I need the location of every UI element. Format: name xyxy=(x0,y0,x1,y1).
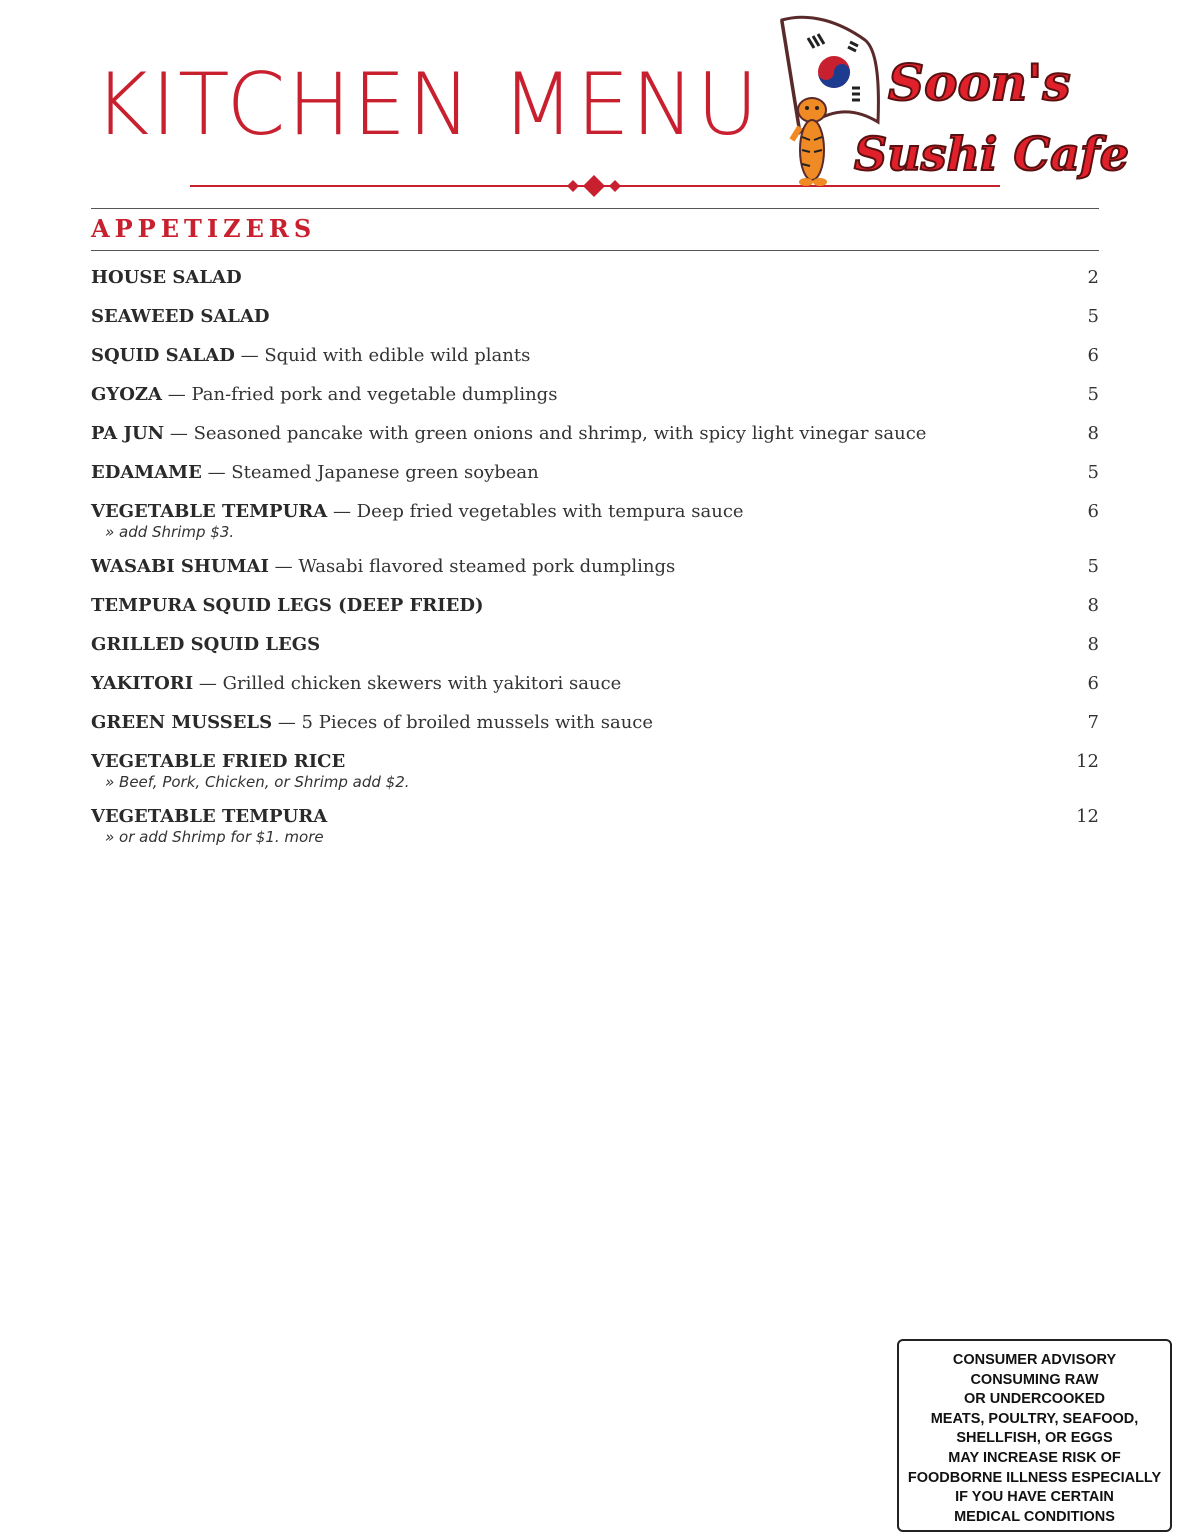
section-title: APPETIZERS xyxy=(91,214,317,243)
menu-item-description: — Seasoned pancake with green onions and shrimp, with spicy light vinegar sauce xyxy=(164,423,927,444)
menu-item-price: 5 xyxy=(1087,556,1099,577)
advisory-line: MEATS, POULTRY, SEAFOOD, xyxy=(930,1410,1139,1427)
advisory-line: CONSUMING RAW xyxy=(970,1371,1099,1388)
advisory-line: FOODBORNE ILLNESS ESPECIALLY xyxy=(907,1469,1162,1486)
menu-item xyxy=(91,803,1099,846)
advisory-line: IF YOU HAVE CERTAIN xyxy=(955,1489,1114,1506)
menu-item-name: EDAMAME xyxy=(91,462,202,483)
menu-item xyxy=(91,748,1099,791)
menu-item-note: » or add Shrimp for $1. more xyxy=(105,828,324,846)
menu-item-price: 7 xyxy=(1087,712,1099,733)
menu-item-price: 5 xyxy=(1087,384,1099,405)
menu-item-price: 6 xyxy=(1087,673,1099,694)
menu-item-text xyxy=(91,670,621,697)
menu-item-name: SQUID SALAD xyxy=(91,345,235,366)
section-rule-top xyxy=(91,208,1099,209)
menu-item-name: SEAWEED SALAD xyxy=(91,306,270,327)
menu-item-price: 5 xyxy=(1087,462,1099,483)
menu-item-description: — Deep fried vegetables with tempura sauce xyxy=(327,501,744,522)
menu-item-text xyxy=(91,803,327,830)
menu-item xyxy=(91,631,1099,658)
page-title: KITCHEN MENU xyxy=(94,55,761,155)
korean-flag-icon xyxy=(782,17,878,132)
menu-item-text xyxy=(91,631,320,658)
menu-item-text xyxy=(91,592,484,619)
advisory-line: CONSUMER ADVISORY xyxy=(952,1352,1117,1368)
menu-item-text xyxy=(91,498,744,525)
menu-item-name: GREEN MUSSELS xyxy=(91,712,273,733)
tiger-mascot-icon xyxy=(792,98,827,186)
menu-item-price: 6 xyxy=(1087,345,1099,366)
menu-item-name: WASABI SHUMAI xyxy=(91,556,269,577)
advisory-line: MAY INCREASE RISK OF xyxy=(948,1449,1121,1466)
menu-item-name: GRILLED SQUID LEGS xyxy=(91,634,321,655)
logo-text-line1: Soon's xyxy=(888,53,1071,112)
menu-item xyxy=(91,420,1099,447)
logo-text-line2: Sushi Cafe xyxy=(854,127,1129,181)
menu-item-note: » Beef, Pork, Chicken, or Shrimp add $2. xyxy=(105,773,410,791)
menu-item-price: 12 xyxy=(1076,806,1099,827)
menu-item-text xyxy=(91,381,557,408)
menu-item-text xyxy=(91,342,530,369)
menu-item-description: — Steamed Japanese green soybean xyxy=(201,462,539,483)
menu-item-price: 8 xyxy=(1087,423,1099,444)
menu-item-description: — 5 Pieces of broiled mussels with sauce xyxy=(272,712,654,733)
advisory-line: OR UNDERCOOKED xyxy=(964,1391,1105,1408)
menu-item xyxy=(91,670,1099,697)
menu-item-price: 5 xyxy=(1087,306,1099,327)
menu-item xyxy=(91,553,1099,580)
menu-item-text xyxy=(91,264,242,291)
menu-item-text xyxy=(91,709,653,736)
menu-item-name: VEGETABLE FRIED RICE xyxy=(91,751,346,772)
menu-item xyxy=(91,303,1099,330)
menu-item xyxy=(91,592,1099,619)
menu-item-price: 8 xyxy=(1087,634,1099,655)
menu-item xyxy=(91,709,1099,736)
menu-item-name: PA JUN xyxy=(91,423,165,444)
menu-item-text xyxy=(91,748,345,775)
menu-item-description: — Wasabi flavored steamed pork dumplings xyxy=(268,556,676,577)
consumer-advisory-box xyxy=(897,1339,1172,1532)
section-rule-bottom xyxy=(91,250,1099,251)
menu-item-price: 2 xyxy=(1087,267,1099,288)
advisory-line: SHELLFISH, OR EGGS xyxy=(956,1430,1113,1447)
menu-item xyxy=(91,342,1099,369)
menu-item-name: HOUSE SALAD xyxy=(91,267,242,288)
menu-item-text xyxy=(91,303,270,330)
menu-item-name: VEGETABLE TEMPURA xyxy=(91,501,328,522)
menu-item xyxy=(91,381,1099,408)
menu-item-price: 12 xyxy=(1076,751,1099,772)
restaurant-logo xyxy=(770,12,1129,192)
menu-list xyxy=(91,264,1099,858)
menu-item-name: YAKITORI xyxy=(91,673,194,694)
menu-item-price: 6 xyxy=(1087,501,1099,522)
menu-item-name: VEGETABLE TEMPURA xyxy=(91,806,328,827)
menu-item-price: 8 xyxy=(1087,595,1099,616)
menu-item-description: — Grilled chicken skewers with yakitori sauce xyxy=(193,673,622,694)
menu-item xyxy=(91,498,1099,541)
menu-item-text xyxy=(91,553,675,580)
menu-item-description: — Squid with edible wild plants xyxy=(234,345,531,366)
menu-item-description: — Pan-fried pork and vegetable dumplings xyxy=(162,384,558,405)
menu-item-text xyxy=(91,420,926,447)
menu-item-note: » add Shrimp $3. xyxy=(105,523,235,541)
advisory-line: MEDICAL CONDITIONS xyxy=(954,1508,1115,1525)
menu-item-text xyxy=(91,459,539,486)
menu-item-name: TEMPURA SQUID LEGS (DEEP FRIED) xyxy=(91,595,484,616)
menu-item xyxy=(91,264,1099,291)
menu-item xyxy=(91,459,1099,486)
menu-item-name: GYOZA xyxy=(91,384,163,405)
